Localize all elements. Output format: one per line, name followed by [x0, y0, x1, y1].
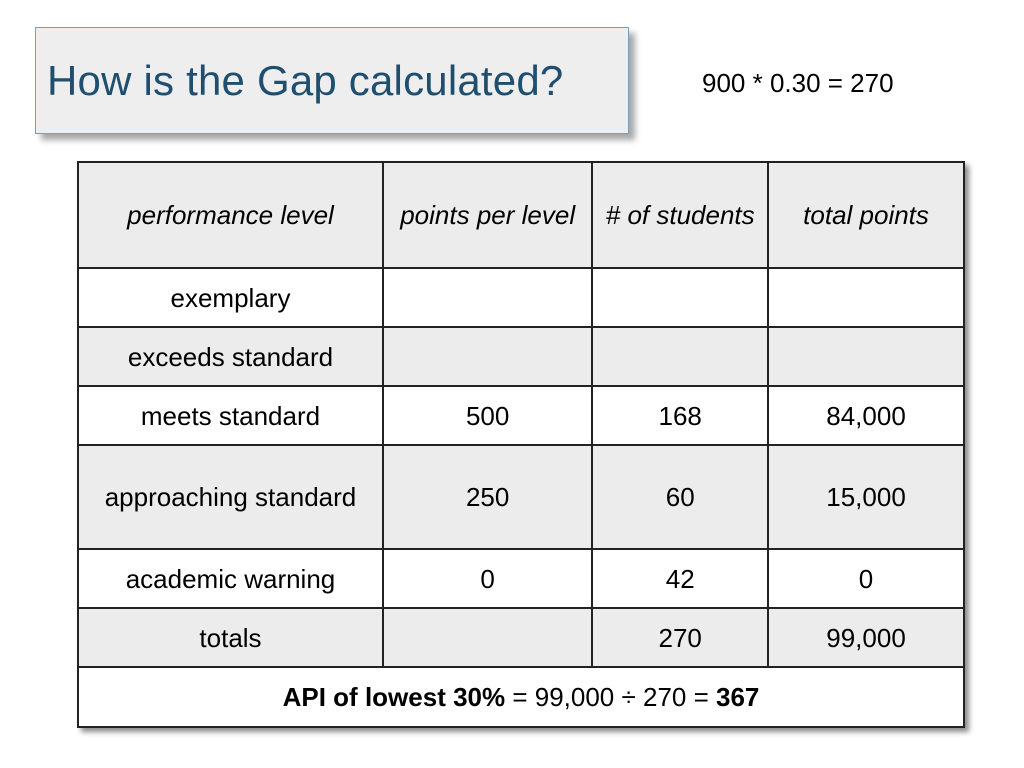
- cell-level: approaching standard: [78, 445, 383, 549]
- title-box: [35, 27, 629, 134]
- api-result: 367: [716, 682, 760, 712]
- cell-total: 99,000: [768, 608, 964, 667]
- cell-total: 84,000: [768, 386, 964, 445]
- cell-total: [768, 268, 964, 327]
- cell-students: 168: [592, 386, 768, 445]
- table-row: [78, 327, 964, 386]
- table-row: [78, 386, 964, 445]
- slide-title: How is the Gap calculated?: [47, 56, 564, 104]
- cell-level: totals: [78, 608, 383, 667]
- cell-level: exceeds standard: [78, 327, 383, 386]
- cell-students: [592, 268, 768, 327]
- table-header-row: [78, 162, 964, 268]
- api-calculation: [78, 667, 964, 727]
- header-points-per-level: points per level: [383, 162, 592, 268]
- cell-total: [768, 327, 964, 386]
- cell-level: academic warning: [78, 549, 383, 608]
- cell-students: 42: [592, 549, 768, 608]
- cell-points: 250: [383, 445, 592, 549]
- table-row: [78, 549, 964, 608]
- api-label: API of lowest 30%: [282, 682, 506, 712]
- cell-points: 0: [383, 549, 592, 608]
- cell-students: 270: [592, 608, 768, 667]
- cell-level: meets standard: [78, 386, 383, 445]
- gap-formula: 900 * 0.30 = 270: [702, 68, 894, 98]
- cell-students: [592, 327, 768, 386]
- cell-total: 15,000: [768, 445, 964, 549]
- cell-level: exemplary: [78, 268, 383, 327]
- api-equation: = 99,000 ÷ 270 =: [505, 682, 716, 712]
- table-row-totals: [78, 608, 964, 667]
- table-footer-row: [78, 667, 964, 727]
- cell-points: 500: [383, 386, 592, 445]
- header-num-students: # of students: [592, 162, 768, 268]
- cell-points: [383, 327, 592, 386]
- table-row: [78, 268, 964, 327]
- cell-points: [383, 268, 592, 327]
- table-row: [78, 445, 964, 549]
- header-total-points: total points: [768, 162, 964, 268]
- cell-points: [383, 608, 592, 667]
- cell-total: 0: [768, 549, 964, 608]
- cell-students: 60: [592, 445, 768, 549]
- gap-table: [77, 161, 965, 728]
- header-performance-level: performance level: [78, 162, 383, 268]
